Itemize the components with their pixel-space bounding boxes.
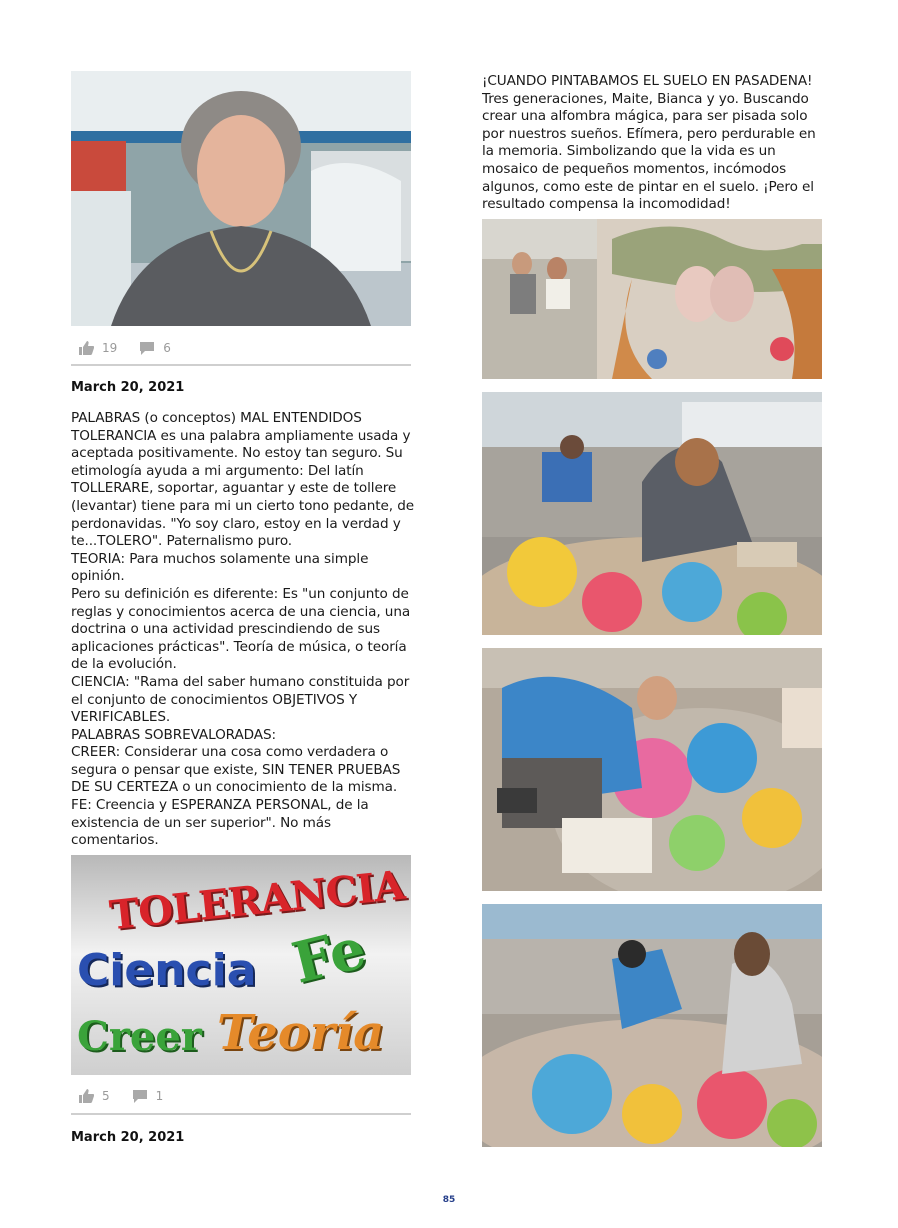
portrait-photo: [71, 71, 411, 326]
divider: [71, 1113, 411, 1115]
thumbs-up-icon[interactable]: [78, 1089, 94, 1103]
post2-date: March 20, 2021: [71, 1130, 185, 1145]
post2-like-count: 5: [102, 1089, 110, 1103]
word-ciencia: Ciencia: [77, 945, 257, 996]
post1-like-count: 19: [102, 341, 118, 355]
divider: [71, 364, 411, 366]
words-graphic: [71, 855, 411, 1075]
right-post-text: ¡CUANDO PINTABAMOS EL SUELO EN PASADENA! Tres generaciones, Maite, Bianca y yo. Buscando crear una alfombra mágica, para ser pisada solo por nuestros sueños. Efímera, pero perdurable en la memoria. Simbolizando que la vida es un mosaico de pequeños momentos, incómodos algunos, como este de pintar en el suelo. ¡Pero el resultado compensa la incomodidad!: [482, 73, 816, 213]
post1-comment-count: 6: [163, 341, 171, 355]
post2-stats: [78, 1089, 185, 1103]
post2-comment-count: 1: [155, 1089, 164, 1103]
word-tolerancia: TOLERANCIA: [107, 861, 407, 940]
word-fe: Fe: [286, 915, 373, 997]
word-creer: Creer: [77, 1013, 202, 1060]
post1-stats: [78, 341, 193, 355]
chalk-art-photo-3: [482, 648, 822, 891]
post1-date: March 20, 2021: [71, 380, 185, 395]
comment-icon[interactable]: [132, 1089, 148, 1103]
chalk-art-photo-1: [482, 219, 822, 379]
chalk-art-photo-2: [482, 392, 822, 635]
word-teoria: Teoría: [217, 1005, 385, 1061]
post1-text: PALABRAS (o conceptos) MAL ENTENDIDOS TOLERANCIA es una palabra ampliamente usada y aceptada positivamente. No estoy tan seguro. Su etimología ayuda a mi argumento: Del latín TOLLERARE, soportar, aguantar y este de tollere (levantar) tiene para mi un cierto tono pedante, de perdonavidas. "Yo soy claro, estoy en la verdad y te...TOLERO". Paternalismo puro. TEORIA: Para muchos solamente una simple opinión. Pero su definición es diferente: Es "un conjunto de reglas y conocimientos acerca de una ciencia, una doctrina o una actividad prescindiendo de sus aplicaciones prácticas". Teoría de música, o teoría de la evolución. CIENCIA: "Rama del saber humano constituida por el conjunto de conocimientos OBJETIVOS Y VERIFICABLES. PALABRAS SOBREVALORADAS: CREER: Considerar una cosa como verdadera o segura o pensar que existe, SIN TENER PRUEBAS DE SU CERTEZA o un conocimiento de la misma. FE: Creencia y ESPERANZA PERSONAL, de la existencia de un ser superior". No más comentarios.: [71, 410, 415, 849]
comment-icon[interactable]: [139, 341, 155, 355]
page-number: 85: [442, 1195, 456, 1205]
chalk-art-photo-4: [482, 904, 822, 1147]
thumbs-up-icon[interactable]: [78, 341, 94, 355]
